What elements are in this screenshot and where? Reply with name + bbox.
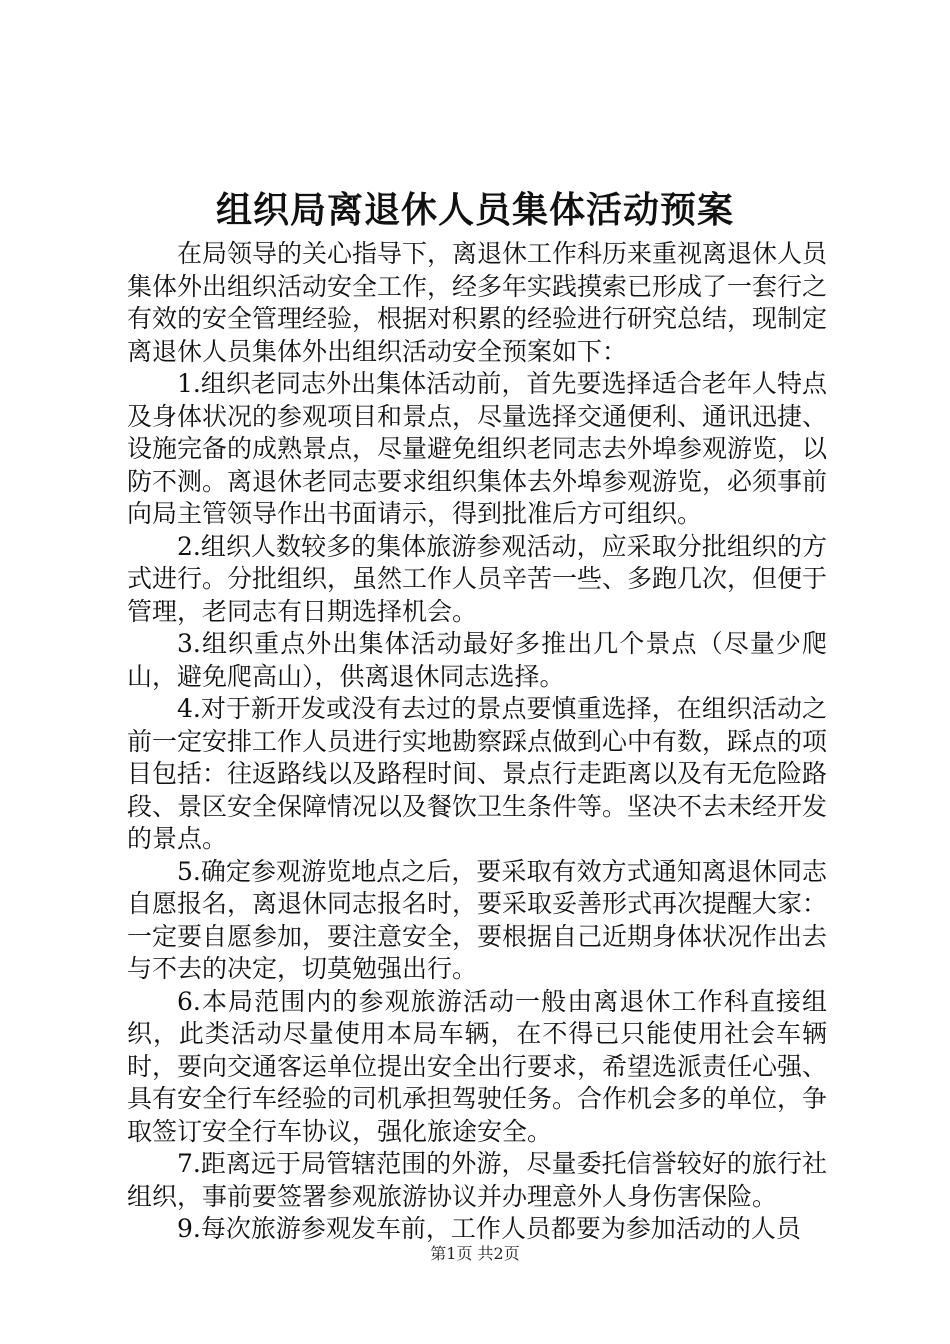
document-title: 组织局离退休人员集体活动预案 bbox=[215, 189, 734, 231]
item-9-paragraph: 9.每次旅游参观发车前，工作人员都要为参加活动的人员 bbox=[177, 1214, 801, 1243]
document-body bbox=[127, 238, 827, 1246]
item-1-paragraph: 1.组织老同志外出集体活动前，首先要选择适合老年人特点及身体状况的参观项目和景点，尽量选择交通便利、通讯迅捷、设施完备的成熟景点，尽量避免组织老同志去外埠参观游览，以防不测。离退休老同志要求组织集体去外埠参观游览，必须事前向局主管领导作出书面请示，得到批准后方可组织。 bbox=[127, 369, 828, 528]
item-7-paragraph: 7.距离远于局管辖范围的外游，尽量委托信誉较好的旅行社组织，事前要签署参观旅游协议并办理意外人身伤害保险。 bbox=[127, 1149, 827, 1211]
item-2-paragraph: 2.组织人数较多的集体旅游参观活动，应采取分批组织的方式进行。分批组织，虽然工作人员辛苦一些、多跑几次，但便于管理，老同志有日期选择机会。 bbox=[127, 531, 828, 626]
intro-paragraph: 在局领导的关心指导下，离退休工作科历来重视离退休人员集体外出组织活动安全工作，经多年实践摸索已形成了一套行之有效的安全管理经验，根据对积累的经验进行研究总结，现制定离退休人员集体外出组织活动安全预案如下： bbox=[127, 239, 828, 366]
page-number-footer: 第1页 共2页 bbox=[430, 1244, 520, 1263]
item-4-paragraph: 4.对于新开发或没有去过的景点要慎重选择，在组织活动之前一定安排工作人员进行实地勘察踩点做到心中有数，踩点的项目包括：往返路线以及路程时间、景点行走距离以及有无危险路段、景区安全保障情况以及餐饮卫生条件等。坚决不去未经开发的景点。 bbox=[127, 694, 828, 853]
item-3-paragraph: 3.组织重点外出集体活动最好多推出几个景点（尽量少爬山，避免爬高山），供离退休同志选择。 bbox=[127, 629, 827, 691]
item-5-paragraph: 5.确定参观游览地点之后，要采取有效方式通知离退休同志自愿报名，离退休同志报名时，要采取妥善形式再次提醒大家：一定要自愿参加，要注意安全，要根据自己近期身体状况作出去与不去的决定，切莫勉强出行。 bbox=[127, 856, 828, 983]
item-6-paragraph: 6.本局范围内的参观旅游活动一般由离退休工作科直接组织，此类活动尽量使用本局车辆，在不得已只能使用社会车辆时，要向交通客运单位提出安全出行要求，希望选派责任心强、具有安全行车经验的司机承担驾驶任务。合作机会多的单位，争取签订安全行车协议，强化旅途安全。 bbox=[127, 986, 828, 1146]
